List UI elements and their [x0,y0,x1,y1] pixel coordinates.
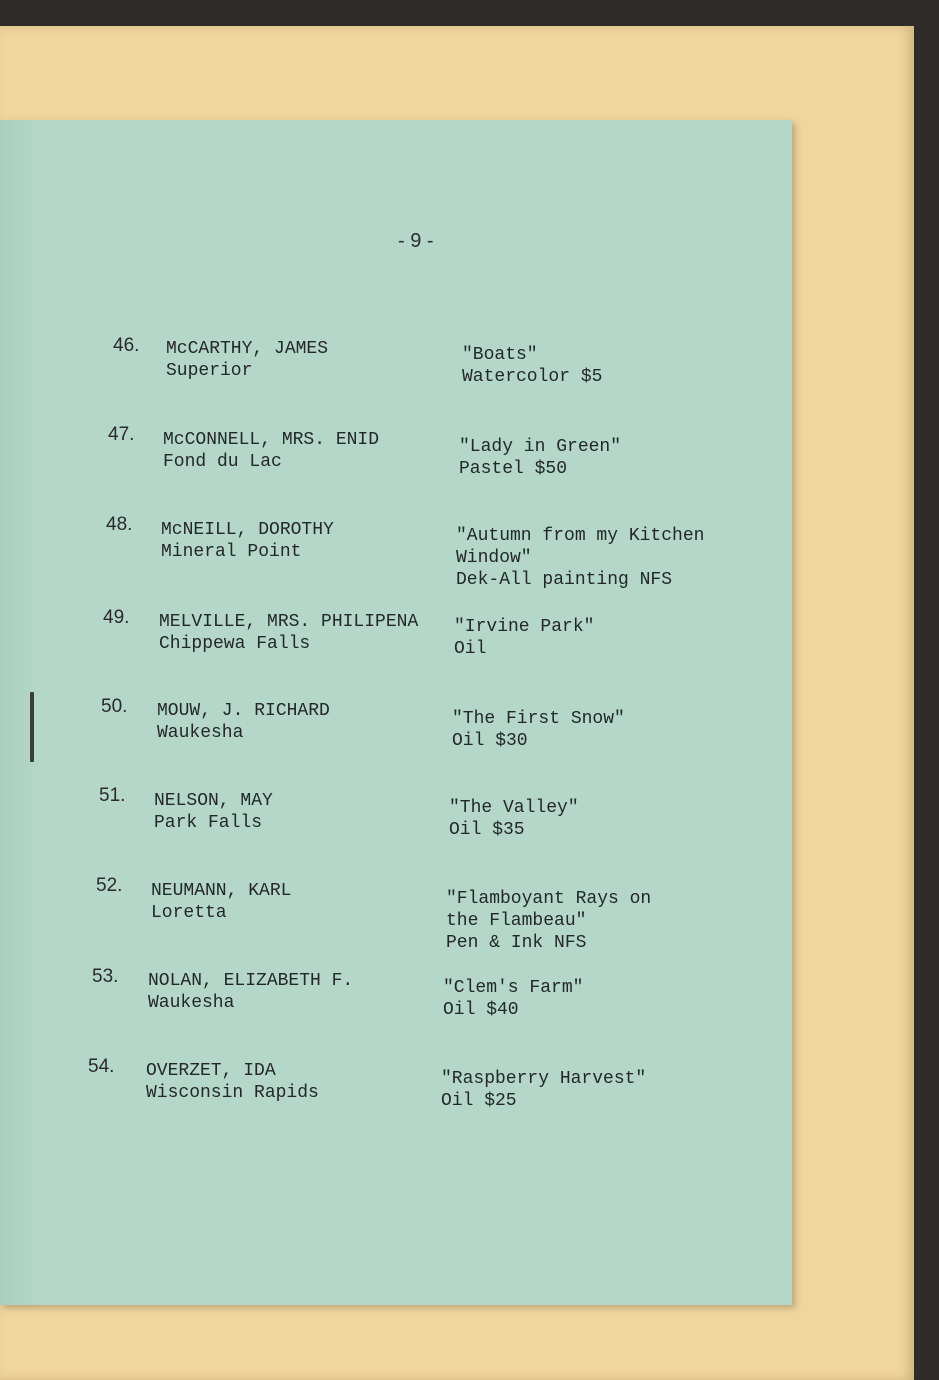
artwork-title: "The Valley" [449,798,579,818]
artist-city: Fond du Lac [163,452,282,472]
entry-number: 50. [101,696,128,717]
entry-number: 48. [106,514,133,535]
artwork-details [446,888,651,954]
page-spine [0,120,40,1305]
artwork-title: "Raspberry Harvest" [441,1069,647,1089]
artist-city: Waukesha [157,723,244,743]
artwork-medium-price: Watercolor $5 [462,367,603,387]
artwork-title-continued: Window" [456,548,532,568]
artwork-medium-price: Oil [454,639,487,659]
artwork-title: "Flamboyant Rays on [446,889,652,909]
artwork-details [441,1068,646,1112]
artwork-medium-price: Oil $30 [452,731,528,751]
artwork-title-continued: the Flambeau" [446,911,587,931]
artwork-title: "Autumn from my Kitchen [456,526,705,546]
artist-name: MOUW, J. RICHARD [157,701,330,721]
artwork-medium-price: Oil $25 [441,1091,517,1111]
artwork-title: "Boats" [462,345,538,365]
artist-city: Loretta [151,903,227,923]
entry-number: 51. [99,785,126,806]
entry-number: 53. [92,966,119,987]
artist-name: NELSON, MAY [154,791,273,811]
artwork-medium-price: Pastel $50 [459,459,568,479]
artwork-details [449,797,579,841]
artwork-details [452,708,625,752]
artist-name: McNEILL, DOROTHY [161,520,334,540]
artwork-details [462,344,602,388]
artwork-details [459,436,621,480]
staple-binding [30,692,34,762]
artist-city: Superior [166,361,253,381]
artwork-title: "Lady in Green" [459,437,622,457]
entry-number: 46. [113,335,140,356]
artwork-details [454,616,594,660]
artwork-details [443,977,583,1021]
entry-number: 52. [96,875,123,896]
artist-name: OVERZET, IDA [146,1061,276,1081]
artist-name: McCARTHY, JAMES [166,339,329,359]
artwork-title: "The First Snow" [452,709,625,729]
artist-city: Wisconsin Rapids [146,1083,319,1103]
artwork-title: "Clem's Farm" [443,978,584,998]
artwork-medium-price: Oil $35 [449,820,525,840]
artist-name: NOLAN, ELIZABETH F. [148,971,354,991]
entry-number: 49. [103,607,130,628]
entry-number: 47. [108,424,135,445]
artwork-details [456,525,704,591]
artist-city: Waukesha [148,993,235,1013]
page-number: - 9 - [398,230,434,252]
entry-number: 54. [88,1056,115,1077]
artist-name: MELVILLE, MRS. PHILIPENA [159,612,419,632]
artist-city: Mineral Point [161,542,302,562]
artwork-title: "Irvine Park" [454,617,595,637]
artist-city: Chippewa Falls [159,634,311,654]
artist-city: Park Falls [154,813,263,833]
artist-name: NEUMANN, KARL [151,881,292,901]
artwork-medium-price: Dek-All painting NFS [456,570,673,590]
artist-name: McCONNELL, MRS. ENID [163,430,380,450]
artwork-medium-price: Oil $40 [443,1000,519,1020]
artwork-medium-price: Pen & Ink NFS [446,933,587,953]
